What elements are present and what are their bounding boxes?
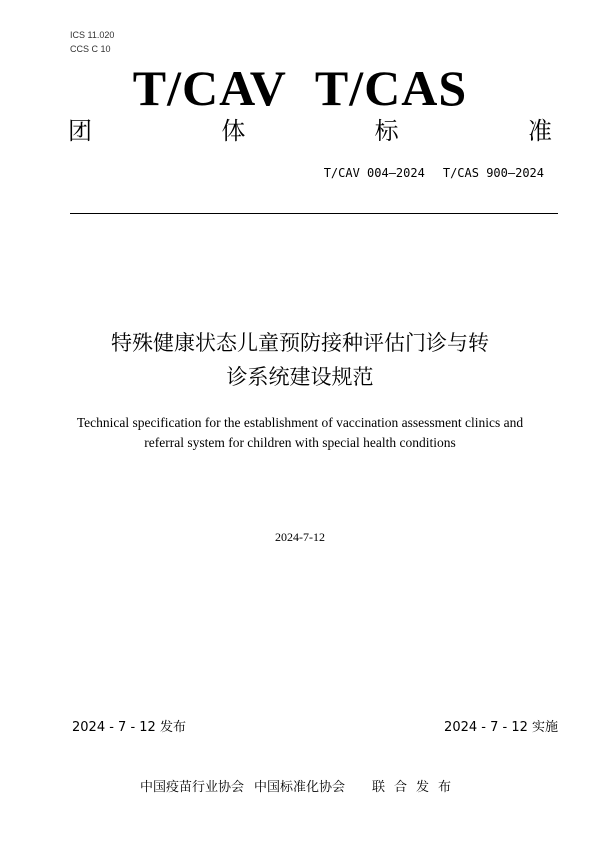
type-char: 准 (527, 117, 552, 145)
joint-publish: 联合发布 (372, 780, 461, 795)
title-en-line2: referral system for children with special health conditions (144, 435, 456, 450)
issuer-cvia: 中国疫苗行业协会 (139, 780, 244, 795)
implement-date: 2024 - 7 - 12 实施 (444, 720, 558, 735)
logo-cav: T/CAV (132, 60, 287, 116)
draft-date: 2024-7-12 (275, 530, 325, 544)
logo-cas: T/CAS (314, 60, 468, 116)
issuer-cas: 中国标准化协会 (253, 780, 345, 795)
type-char: 标 (374, 117, 399, 145)
standard-type (68, 116, 552, 146)
title-zh-line2: 诊系统建设规范 (226, 365, 374, 389)
ics-code: ICS 11.020 (70, 30, 115, 40)
standard-codes (324, 166, 544, 180)
publish-date: 2024 - 7 - 12 发布 (72, 720, 186, 735)
title-zh-line1: 特殊健康状态儿童预防接种评估门诊与转 (111, 331, 489, 355)
ccs-code: CCS C 10 (70, 44, 111, 54)
title-en-line1: Technical specification for the establishment of vaccination assessment clinics and (76, 415, 524, 430)
code-cav: T/CAV 004—2024 (323, 166, 425, 180)
code-cas: T/CAS 900—2024 (442, 166, 544, 180)
issuers (0, 776, 600, 795)
standard-logo (0, 60, 600, 116)
type-char: 团 (68, 117, 92, 145)
type-char: 体 (221, 117, 246, 145)
title-chinese (40, 326, 560, 394)
title-english (40, 413, 560, 453)
divider (70, 213, 558, 214)
